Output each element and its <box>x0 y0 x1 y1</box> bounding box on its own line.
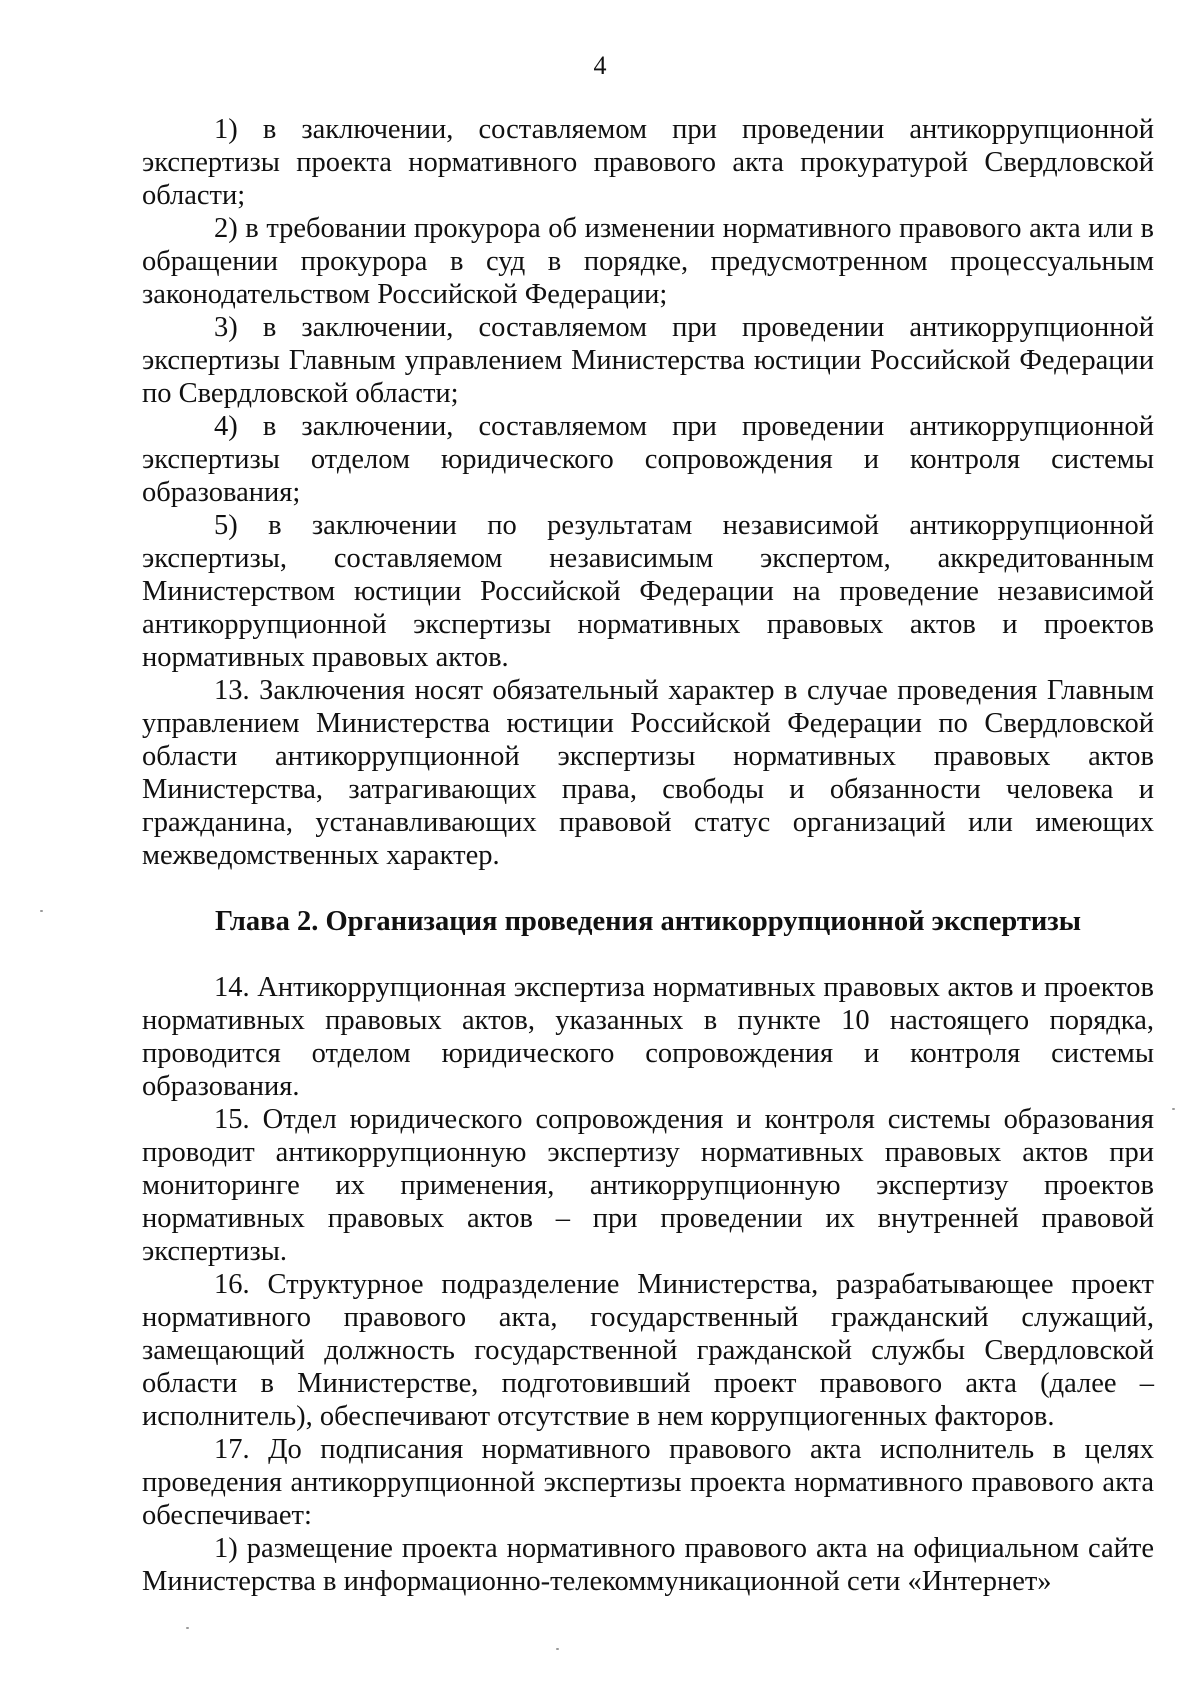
clause-17: 17. До подписания нормативного правового акта исполнитель в целях проведения антикоррупционной экспертизы проекта нормативного правового акта обеспечивает: <box>142 1434 1154 1531</box>
clause-15: 15. Отдел юридического сопровождения и контроля системы образования проводит антикоррупционную экспертизу нормативных правовых актов при мониторинге их применения, антикоррупционную экспертизу проектов нормативных правовых актов – при проведении их внутренней правовой экспертизы. <box>142 1104 1154 1267</box>
list-item-prosecutor-demand: 2) в требовании прокурора об изменении нормативного правового акта или в обращении прокурора в суд в порядке, предусмотренном процессуальным законодательством Российской Федерации; <box>142 213 1154 310</box>
page-number: 4 <box>593 51 607 80</box>
clause-13: 13. Заключения носят обязательный характер в случае проведения Главным управлением Министерства юстиции Российской Федерации по Свердловской области антикоррупционной экспертизы нормативных правовых актов Министерства, затрагивающих права, свободы и обязанности человека и гражданина, устанавливающих правовой статус организаций или имеющих межведомственных характер. <box>142 675 1154 871</box>
chapter-heading: Глава 2. Организация проведения антикоррупционной экспертизы <box>215 906 1081 937</box>
list-item-conclusion-ministry-justice: 3) в заключении, составляемом при проведении антикоррупционной экспертизы Главным управлением Министерства юстиции Российской Федерации по Свердловской области; <box>142 312 1154 409</box>
scan-speck <box>1172 1108 1175 1110</box>
list-item-independent-expert: 5) в заключении по результатам независимой антикоррупционной экспертизы, составляемом независимым экспертом, аккредитованным Министерством юстиции Российской Федерации на проведение независимой антикоррупционной экспертизы нормативных правовых актов и проектов нормативных правовых актов. <box>142 510 1154 673</box>
list-item-conclusion-legal-department: 4) в заключении, составляемом при проведении антикоррупционной экспертизы отделом юридического сопровождения и контроля системы образования; <box>142 411 1154 508</box>
clause-14: 14. Антикоррупционная экспертиза нормативных правовых актов и проектов нормативных правовых актов, указанных в пункте 10 настоящего порядка, проводится отделом юридического сопровождения и контроля системы образования. <box>142 972 1154 1102</box>
scan-speck <box>186 1627 189 1629</box>
scan-speck <box>40 910 43 912</box>
scan-speck <box>556 1648 559 1650</box>
list-item-publication: 1) размещение проекта нормативного правового акта на официальном сайте Министерства в информационно-телекоммуникационной сети «Интернет» <box>142 1533 1154 1597</box>
list-item-conclusion-prosecutor: 1) в заключении, составляемом при проведении антикоррупционной экспертизы проекта нормативного правового акта прокуратурой Свердловской области; <box>142 114 1154 211</box>
document-body <box>142 113 1154 1598</box>
clause-16: 16. Структурное подразделение Министерства, разрабатывающее проект нормативного правового акта, государственный гражданский служащий, замещающий должность государственной гражданской службы Свердловской области в Министерстве, подготовивший проект правового акта (далее – исполнитель), обеспечивают отсутствие в нем коррупциогенных факторов. <box>142 1269 1154 1432</box>
